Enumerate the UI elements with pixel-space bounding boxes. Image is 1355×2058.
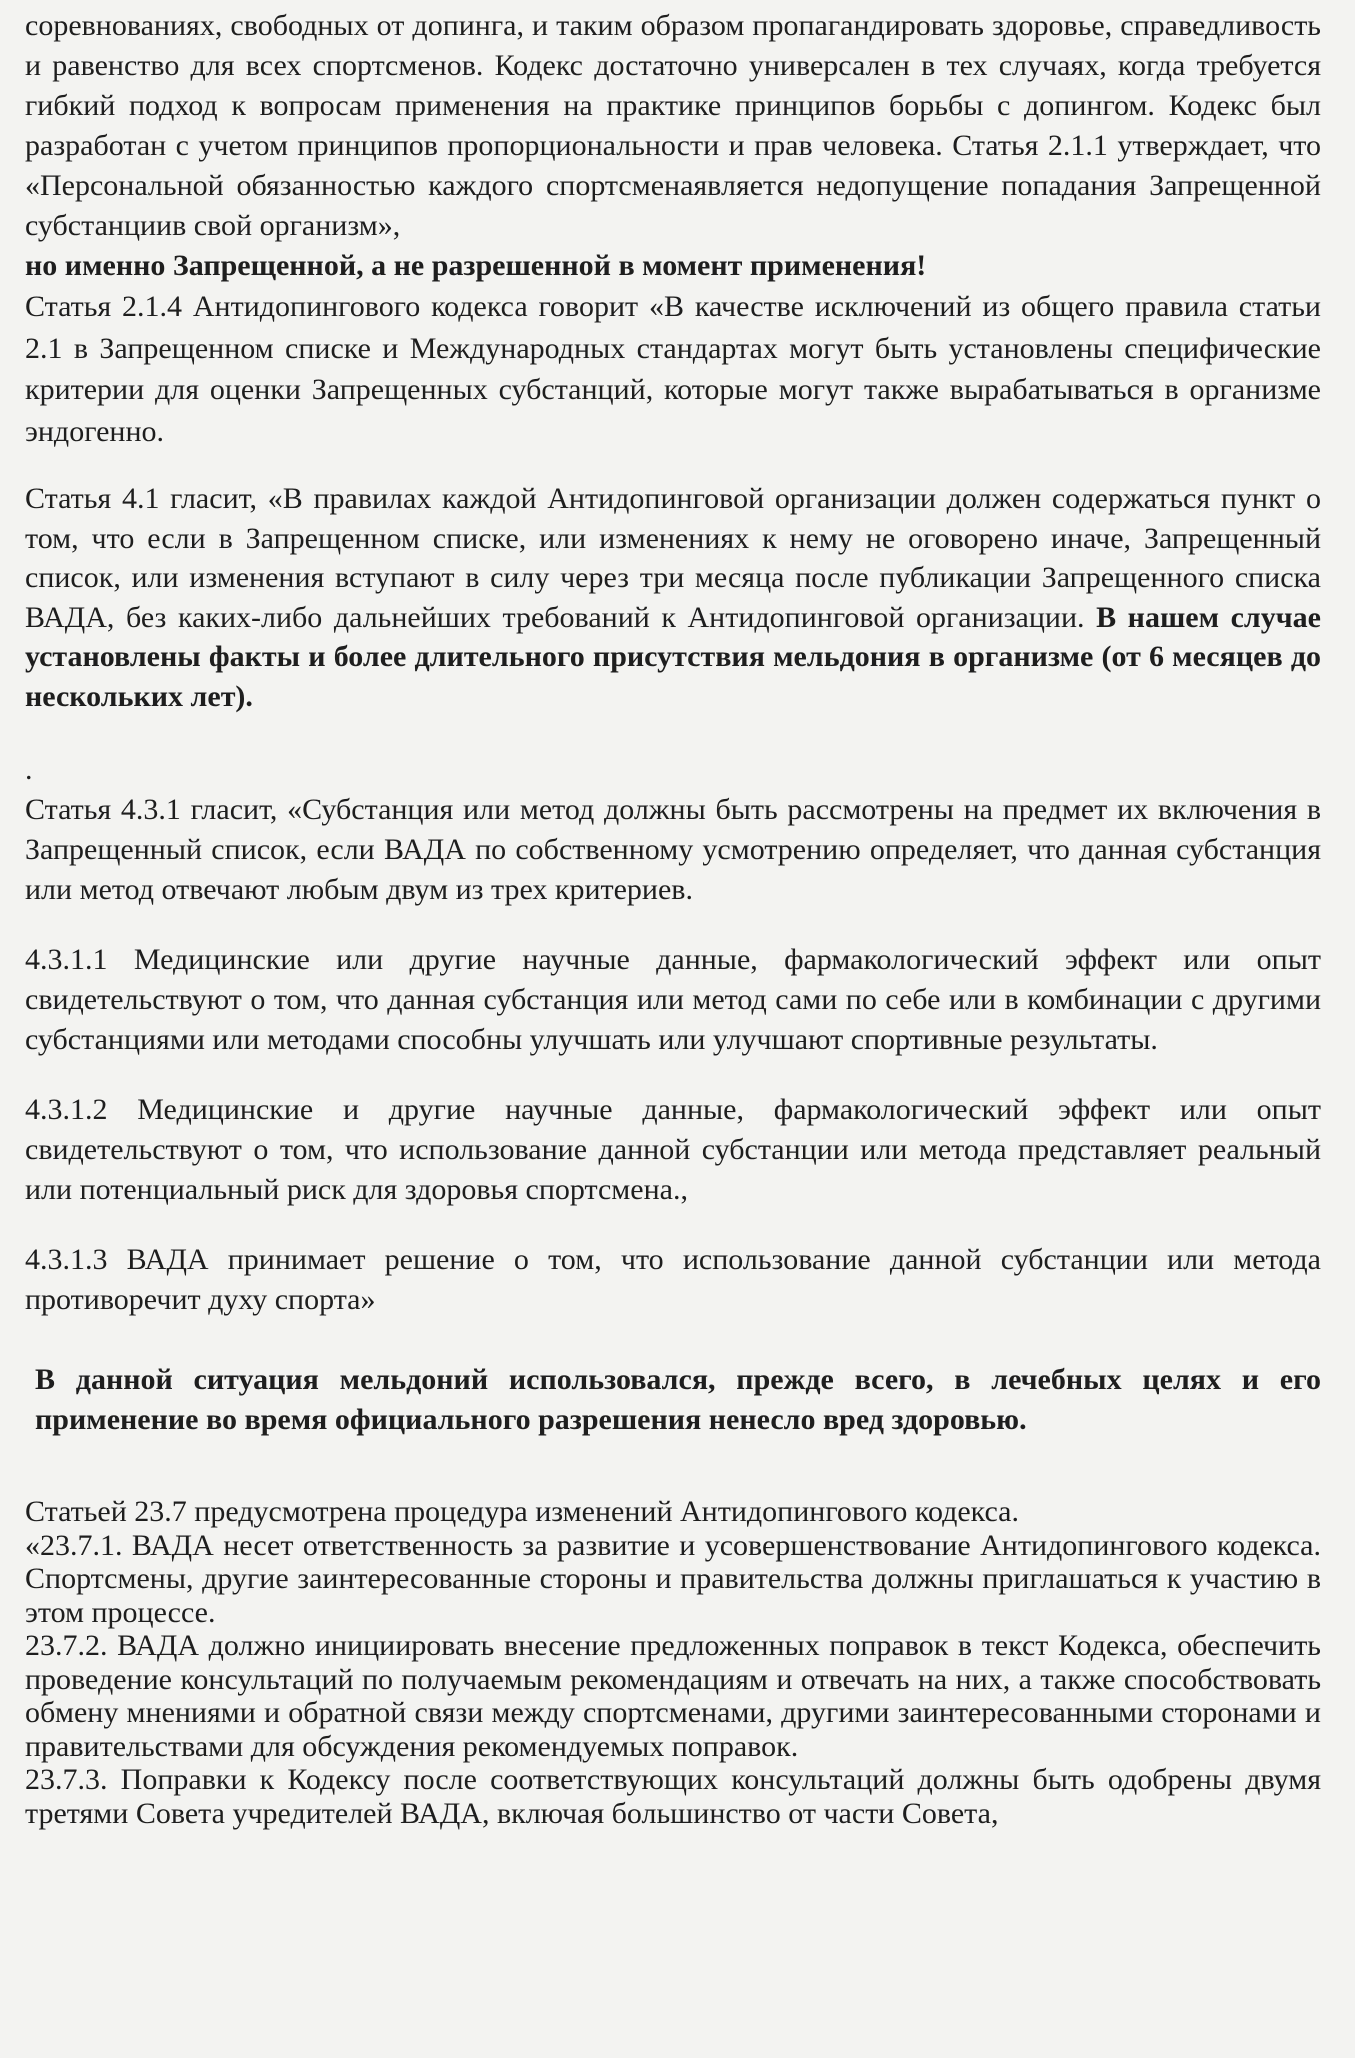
paragraph-article-23-7-intro: Статьей 23.7 предусмотрена процедура изменений Антидопингового кодекса. (25, 1495, 1019, 1528)
paragraph-intro (25, 6, 1321, 286)
paragraph-article-4-3-1-3: 4.3.1.3 ВАДА принимает решение о том, что использование данной субстанции или метода противоречит духу спорта» (25, 1243, 1321, 1316)
paragraph-article-23-7-3: 23.7.3. Поправки к Кодексу после соответствующих консультаций должны быть одобрены двумя третями Совета учредителей ВАДА, включая большинство от части Совета, (25, 1763, 1321, 1830)
stray-dot: . (25, 753, 33, 786)
paragraph-intro-text: соревнованиях, свободных от допинга, и таким образом пропагандировать здоровье, справедливость и равенство для всех спортсменов. Кодекс достаточно универсален в тех случаях, когда требуется гибкий подход к вопросам применения на практике принципов борьбы с допингом. Кодекс был разработан с учетом принципов пропорциональности и прав человека. Статья 2.1.1 утверждает, что «Персональной обязанностью каждого спортсменаявляется недопущение попадания Запрещенной субстанциив свой организм», (25, 9, 1321, 242)
paragraph-article-23-7-2: 23.7.2. ВАДА должно инициировать внесение предложенных поправок в текст Кодекса, обеспечить проведение консультаций по получаемым рекомендациям и отвечать на них, а также способствовать обмену мнениями и обратной связи между спортсменами, другими заинтересованными сторонами и правительствами для обсуждения рекомендуемых поправок. (25, 1629, 1321, 1763)
paragraph-intro-emphasis: но именно Запрещенной, а не разрешенной в момент применения! (25, 249, 927, 282)
paragraph-conclusion: В данной ситуация мельдоний использовался, прежде всего, в лечебных целях и его применение во время официального разрешения ненесло вред здоровью. (35, 1363, 1321, 1436)
section-article-23-7 (25, 1495, 1321, 1830)
paragraph-article-4-1-text: Статья 4.1 гласит, «В правилах каждой Антидопинговой организации должен содержаться пункт о том, что если в Запрещенном списке, или изменениях к нему не оговорено иначе, Запрещенный список, или изменения вступают в силу через три месяца после публикации Запрещенного списка ВАДА, без каких-либо дальнейших требований к Антидопинговой организации. (25, 482, 1321, 634)
paragraph-article-4-1-emphasis: В нашем случае установлены факты и более длительного присутствия мельдония в организме (от 6 месяцев до нескольких лет). (25, 600, 1321, 713)
paragraph-article-4-3-1: Статья 4.3.1 гласит, «Субстанция или метод должны быть рассмотрены на предмет их включения в Запрещенный список, если ВАДА по собственному усмотрению определяет, что данная субстанция или метод отвечают любым двум из трех критериев. (25, 793, 1321, 906)
paragraph-article-2-1-4: Статья 2.1.4 Антидопингового кодекса говорит «В качестве исключений из общего правила статьи 2.1 в Запрещенном списке и Международных стандартах могут быть установлены специфические критерии для оценки Запрещенных субстанций, которые могут также вырабатываться в организме эндогенно. (25, 290, 1321, 448)
paragraph-article-4-3-1-1: 4.3.1.1 Медицинские или другие научные данные, фармакологический эффект или опыт свидетельствуют о том, что данная субстанция или метод сами по себе или в комбинации с другими субстанциями или методами способны улучшать или улучшают спортивные результаты. (25, 943, 1321, 1056)
paragraph-article-4-1 (25, 479, 1321, 716)
paragraph-article-23-7-1: «23.7.1. ВАДА несет ответственность за развитие и усовершенствование Антидопингового кодекса. Спортсмены, другие заинтересованные стороны и правительства должны приглашаться к участию в этом процессе. (25, 1528, 1321, 1629)
paragraph-article-4-3-1-2: 4.3.1.2 Медицинские и другие научные данные, фармакологический эффект или опыт свидетельствуют о том, что использование данной субстанции или метода представляет реальный или потенциальный риск для здоровья спортсмена., (25, 1093, 1321, 1206)
